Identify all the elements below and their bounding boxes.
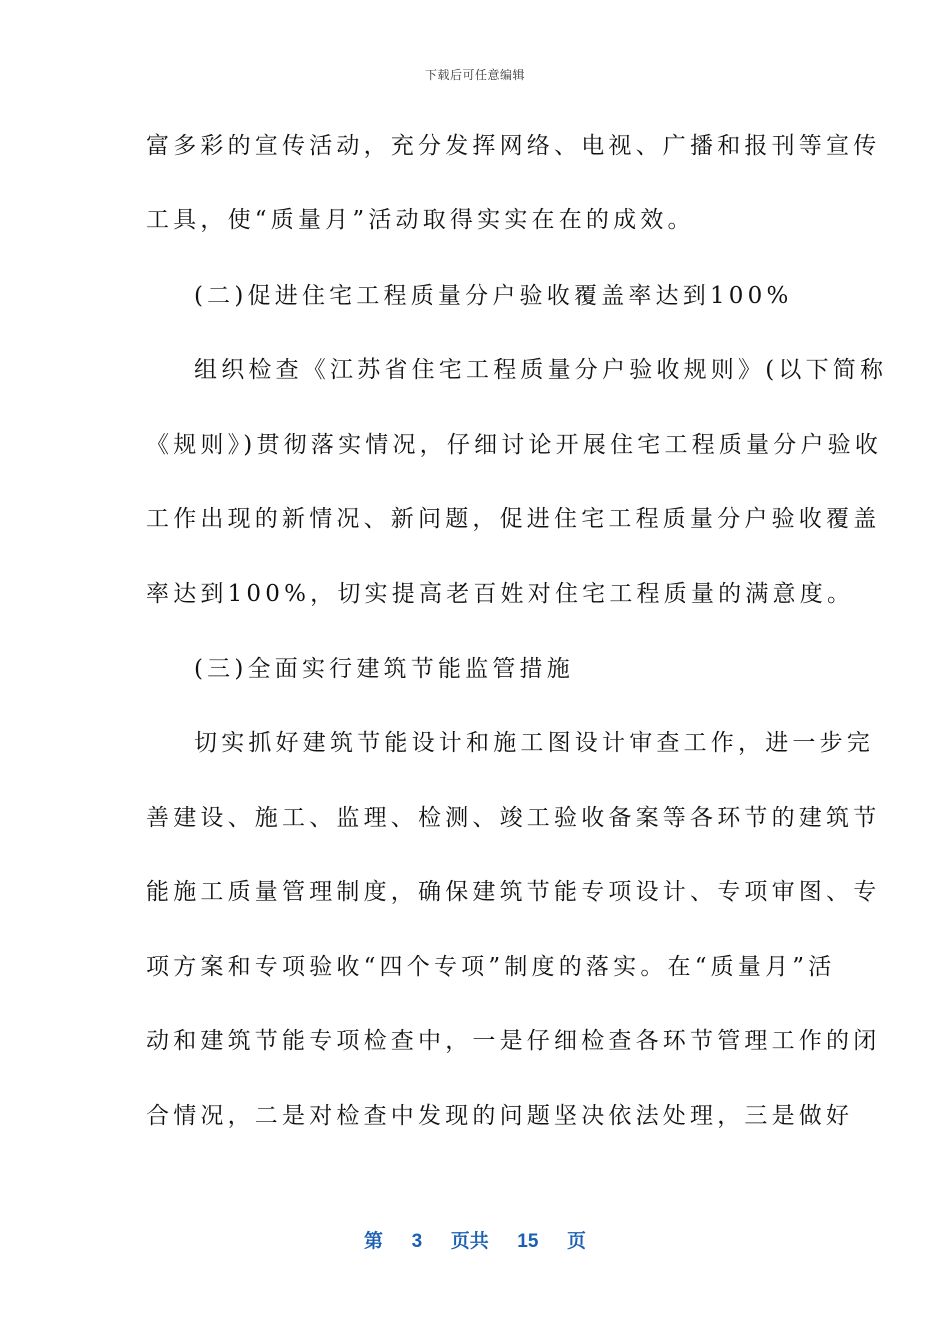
body-line-7: 率达到100%，切实提高老百姓对住宅工程质量的满意度。 xyxy=(146,581,855,607)
page-current: 3 xyxy=(411,1231,423,1252)
page-label-mid: 页共 xyxy=(450,1231,489,1252)
page-label-suffix: 页 xyxy=(566,1231,586,1252)
body-line-9: 切实抓好建筑节能设计和施工图设计审查工作，进一步完 xyxy=(194,730,874,756)
section-heading-3: (三)全面实行建筑节能监管措施 xyxy=(194,656,574,682)
header-note: 下载后可任意编辑 xyxy=(424,68,525,82)
body-line-2: 工具，使“质量月”活动取得实实在在的成效。 xyxy=(146,207,695,233)
body-line-4: 组织检查《江苏省住宅工程质量分户验收规则》(以下简称 xyxy=(194,357,888,383)
body-line-10: 善建设、施工、监理、检测、竣工验收备案等各环节的建筑节 xyxy=(146,805,881,831)
body-line-6: 工作出现的新情况、新问题，促进住宅工程质量分户验收覆盖 xyxy=(146,506,881,532)
page-footer xyxy=(0,1226,950,1253)
page-label-prefix: 第 xyxy=(363,1231,383,1252)
body-line-12: 项方案和专项验收“四个专项”制度的落实。在“质量月”活 xyxy=(146,954,836,980)
body-line-1: 富多彩的宣传活动，充分发挥网络、电视、广播和报刊等宣传 xyxy=(146,133,881,159)
body-line-13: 动和建筑节能专项检查中，一是仔细检查各环节管理工作的闭 xyxy=(146,1028,881,1054)
body-line-5: 《规则》)贯彻落实情况，仔细讨论开展住宅工程质量分户验收 xyxy=(146,432,883,458)
body-line-14: 合情况，二是对检查中发现的问题坚决依法处理，三是做好 xyxy=(146,1103,854,1129)
body-line-11: 能施工质量管理制度，确保建筑节能专项设计、专项审图、专 xyxy=(146,879,881,905)
section-heading-2: (二)促进住宅工程质量分户验收覆盖率达到100% xyxy=(194,283,793,309)
page-total: 15 xyxy=(517,1231,539,1252)
